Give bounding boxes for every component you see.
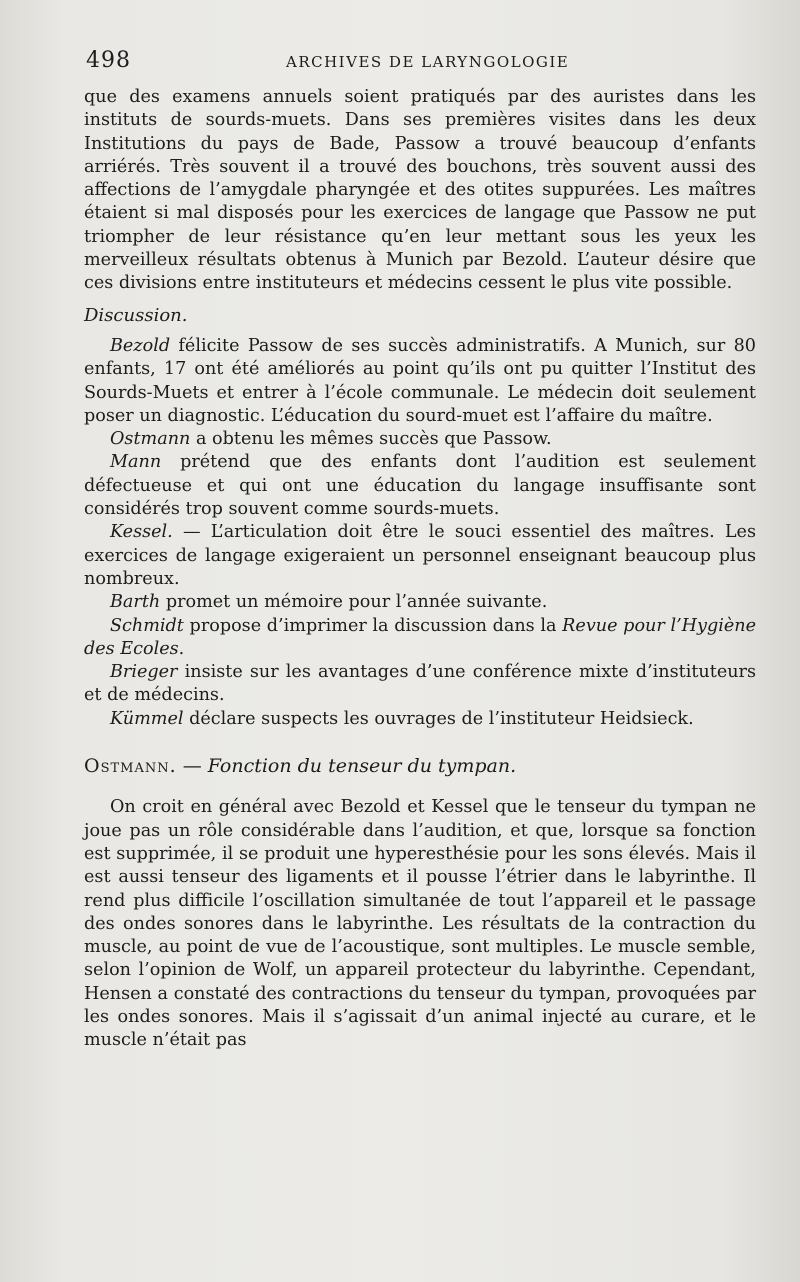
speaker-remark: — L’articulation doit être le souci essentiel des maîtres. Les exercices de langage exigeraient un personnel enseignant beaucoup plus nombreux. — [84, 522, 756, 589]
page-number: 498 — [86, 48, 131, 73]
speaker-remark: félicite Passow de ses succès administratifs. A Munich, sur 80 enfants, 17 ont été améliorés au point qu’ils ont pu quitter l’Institut des Sourds-Muets et entrer à l’école communale. Le médecin doit seulement poser un diagnostic. L’éducation du sourd-muet est l’affaire du maître. — [84, 335, 756, 426]
discussion-entry — [84, 591, 756, 614]
speaker-remark: déclare suspects les ouvrages de l’instituteur Heidsieck. — [183, 708, 694, 729]
speaker-name: Schmidt — [110, 615, 184, 636]
sentence-end: . — [178, 638, 185, 659]
section-author: Ostmann. — [84, 755, 177, 778]
speaker-name: Ostmann — [110, 429, 191, 450]
discussion-entry — [84, 708, 756, 731]
section-separator: — — [176, 755, 208, 778]
speaker-name: Kümmel — [110, 708, 184, 729]
section-paragraph: On croit en général avec Bezold et Kessel que le tenseur du tympan ne joue pas un rôle considérable dans l’audition, et que, lorsque sa fonction est supprimée, il se produit une hyperesthésie pour les sons élevés. Mais il est aussi tenseur des ligaments et il pousse l’étrier dans le labyrinthe. Il rend plus difficile l’oscillation simultanée de tout l’appareil et le passage des ondes sonores dans le labyrinthe. Les résultats de la contraction du muscle, au point de vue de l’acoustique, sont multiples. Le muscle semble, selon l’opinion de Wolf, un appareil protecteur du labyrinthe. Cependant, Hensen a constaté des contractions du tenseur du tympan, provoquées par les ondes sonores. Mais il s’agissait d’un animal injecté au curare, et le muscle n’était pas — [84, 797, 756, 1051]
speaker-remark: prétend que des enfants dont l’audition est seulement défectueuse et qui ont une éducation du langage insuffisante sont considérés trop souvent comme sourds-muets. — [84, 452, 756, 520]
section-heading: Fonction du tenseur du tympan. — [207, 755, 517, 778]
speaker-name: Barth — [110, 592, 161, 613]
speaker-name: Brieger — [110, 662, 178, 683]
journal-title: Revue pour l’Hygiène des Ecoles — [84, 615, 756, 659]
discussion-entry — [84, 661, 756, 708]
discussion-entry — [84, 451, 756, 521]
running-title: ARCHIVES DE LARYNGOLOGIE — [286, 53, 570, 71]
section-title — [84, 755, 756, 778]
speaker-remark: promet un mémoire pour l’année suivante. — [160, 592, 548, 613]
page-body — [84, 86, 756, 1053]
speaker-name: Bezold — [110, 335, 171, 356]
discussion-entry — [84, 521, 756, 591]
discussion-entry — [84, 428, 756, 451]
intro-paragraph: que des examens annuels soient pratiqués par des auristes dans les instituts de sourds-muets. Dans ses premières visites dans les deux Institutions du pays de Bade, Passow a trouvé beaucoup d’enfants arriérés. Très souvent il a trouvé des bouchons, très souvent aussi des affections de l’amygdale pharyngée et des otites suppurées. Les maîtres étaient si mal disposés pour les exercices de langage que Passow ne put triompher de leur résistance qu’en leur mettant sous les yeux les merveilleux résultats obtenus à Munich par Bezold. L’auteur désire que ces divisions entre instituteurs et médecins cessent le plus vite possible. — [84, 87, 756, 294]
speaker-remark: insiste sur les avantages d’une conférence mixte d’instituteurs et de médecins. — [84, 662, 756, 706]
discussion-heading: Discussion. — [84, 304, 188, 326]
page-header — [86, 48, 756, 78]
speaker-remark: propose d’imprimer la discussion dans la — [183, 615, 563, 636]
speaker-name: Mann — [110, 452, 162, 473]
speaker-name: Kessel. — [110, 522, 173, 543]
speaker-remark: a obtenu les mêmes succès que Passow. — [190, 429, 552, 450]
discussion-entry — [84, 335, 756, 428]
discussion-entry — [84, 615, 756, 662]
